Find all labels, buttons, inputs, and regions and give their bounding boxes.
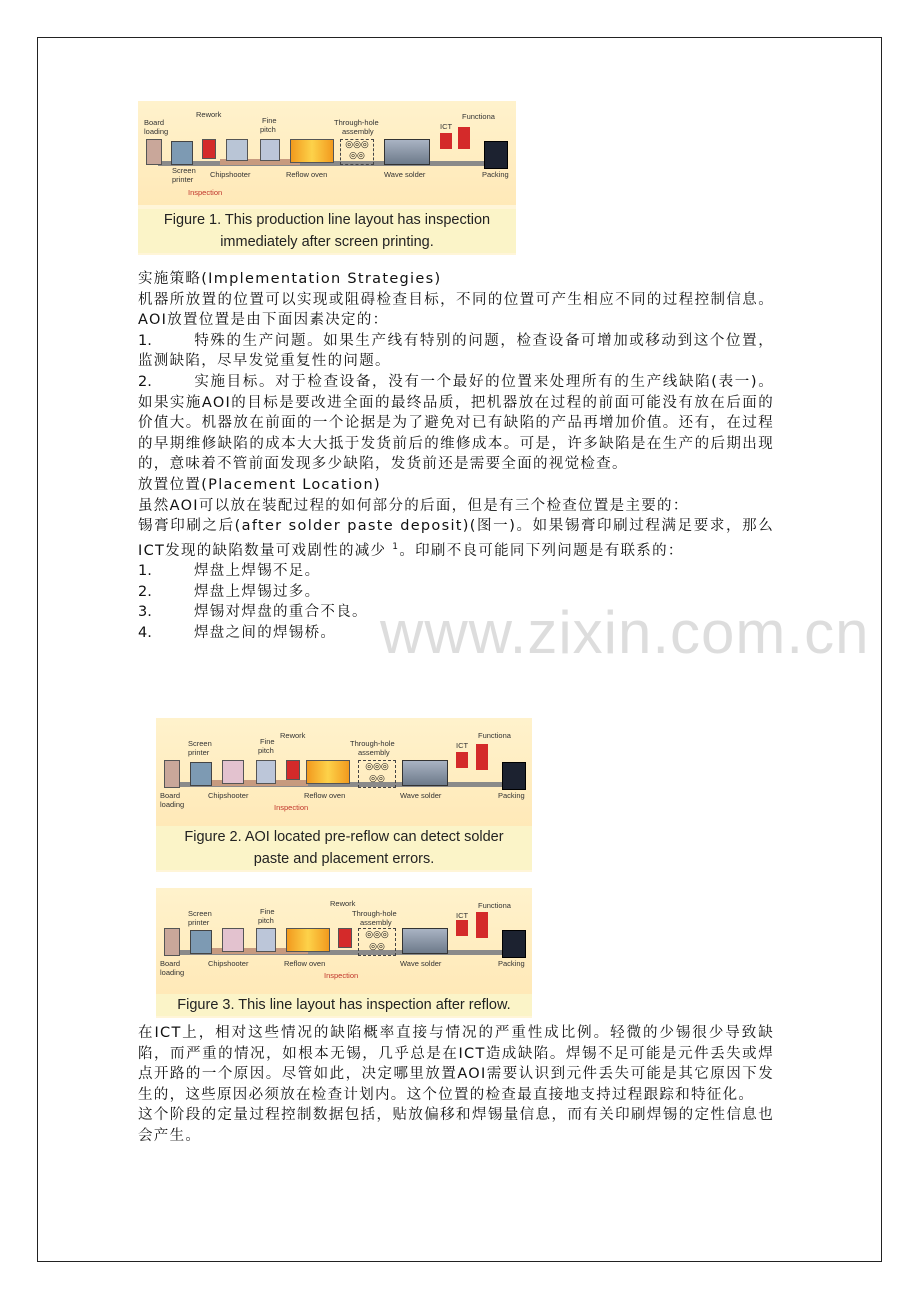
label-inspection: Inspection — [188, 188, 223, 197]
figure-2-caption-line1: Figure 2. AOI located pre-reflow can detect solder — [184, 829, 504, 845]
heading-implementation: 实施策略(Implementation Strategies) — [138, 271, 442, 287]
rework-icon — [338, 928, 352, 948]
label-rework: Rework — [196, 110, 222, 119]
label-loading: loading — [144, 127, 169, 136]
label-wave-solder: Wave solder — [400, 959, 442, 968]
fine-pitch-icon — [260, 139, 280, 161]
rework-icon — [202, 139, 216, 159]
figure-1 — [138, 101, 516, 255]
label-wave-solder: Wave solder — [400, 791, 442, 800]
fine-pitch-icon — [256, 928, 276, 952]
reflow-oven-icon — [290, 139, 334, 163]
rework-icon — [286, 760, 300, 780]
label-functional: Functiona — [478, 731, 511, 740]
label-packing: Packing — [498, 791, 525, 800]
figure-1-caption-line2: immediately after screen printing. — [220, 234, 434, 250]
packing-icon — [502, 762, 526, 790]
figure-2-caption-line2: paste and placement errors. — [253, 851, 435, 867]
reflow-oven-icon — [286, 928, 330, 952]
label-rework: Rework — [330, 899, 356, 908]
paragraph-process-control: 这个阶段的定量过程控制数据包括，贴放偏移和焊锡量信息，而有关印刷焊锡的定性信息也会产生。 — [138, 1107, 774, 1144]
label-loading: loading — [160, 968, 185, 977]
label-assembly: assembly — [342, 127, 374, 136]
figure-1-caption-line1: Figure 1. This production line layout has inspection — [163, 212, 491, 228]
list-item: 2. 实施目标。对于检查设备，没有一个最好的位置来处理所有的生产线缺陷(表一)。如果实施AOI的目标是要改进全面的最终品质，把机器放在过程的前面可能没有放在后面的价值大。机器放在前面的一个论据是为了避免对已有缺陷的产品再增加价值。还有，在过程的早期维修缺陷的成本大大抵于发货前后的维修成本。可是，许多缺陷是在生产的后期出现的，意味着不管前面发现多少缺陷，发货前还是需要全面的视觉检查。 — [138, 373, 774, 473]
chipshooter-icon — [222, 760, 244, 784]
label-fine: Fine — [260, 907, 275, 916]
label-functional: Functiona — [462, 112, 495, 121]
screen-printer-icon — [190, 930, 212, 954]
list-item: 1. 焊盘上焊锡不足。 — [138, 563, 321, 580]
paragraph-after-solder-paste: 锡膏印刷之后(after solder paste deposit)(图一)。如果锡膏印刷过程满足要求，那么ICT发现的缺陷数量可戏剧性的减少 $^1$。印刷不良可能同下列问题是有联系的： — [138, 518, 774, 559]
label-assembly: assembly — [358, 748, 390, 757]
ict-icon — [456, 752, 468, 768]
label-inspection: Inspection — [324, 971, 359, 980]
label-printer: printer — [188, 918, 210, 927]
label-printer: printer — [172, 175, 194, 184]
figure-1-caption — [138, 209, 516, 253]
wave-solder-icon — [402, 928, 448, 954]
functional-icon — [476, 744, 488, 770]
label-screen: Screen — [172, 166, 196, 175]
figure-3-caption: Figure 3. This line layout has inspection after reflow. — [156, 994, 532, 1016]
label-chipshooter: Chipshooter — [210, 170, 251, 179]
reflow-oven-icon — [306, 760, 350, 784]
label-chipshooter: Chipshooter — [208, 959, 249, 968]
label-chipshooter: Chipshooter — [208, 791, 249, 800]
intro-placement: 虽然AOI可以放在装配过程的如何部分的后面，但是有三个检查位置是主要的： — [138, 497, 689, 514]
label-pitch: pitch — [258, 746, 274, 755]
figure-2 — [156, 718, 532, 872]
label-fine: Fine — [262, 116, 277, 125]
label-reflow-oven: Reflow oven — [286, 170, 328, 179]
label-fine: Fine — [260, 737, 275, 746]
label-reflow-oven: Reflow oven — [284, 959, 326, 968]
list-item: 1. 特殊的生产问题。如果生产线有特别的问题，检查设备可增加或移动到这个位置，监测缺陷，尽早发觉重复性的问题。 — [138, 332, 774, 370]
label-pitch: pitch — [258, 916, 274, 925]
chipshooter-icon — [222, 928, 244, 952]
figure-1-diagram — [138, 101, 516, 205]
packing-icon — [502, 930, 526, 958]
paragraph-ict: 在ICT上，相对这些情况的缺陷概率直接与情况的严重性成比例。轻微的少锡很少导致缺陷，而严重的情况，如根本无锡，几乎总是在ICT造成缺陷。焊锡不足可能是元件丢失或焊点开路的一个原因。尽管如此，决定哪里放置AOI需要认识到元件丢失可能是其它原因下发生的，这些原因必须放在检查计划内。这个位置的检查最直接地支持过程跟踪和特征化。 — [138, 1025, 774, 1103]
label-board: Board — [160, 959, 181, 968]
figure-2-caption — [156, 826, 532, 870]
intro-implementation: 机器所放置的位置可以实现或阻碍检查目标，不同的位置可产生相应不同的过程控制信息。AOI放置位置是由下面因素决定的： — [138, 291, 774, 329]
chipshooter-icon — [226, 139, 248, 161]
label-ict: ICT — [440, 122, 453, 131]
figure-3 — [156, 888, 532, 1018]
label-functional: Functiona — [478, 901, 511, 910]
functional-icon — [458, 127, 470, 149]
label-packing: Packing — [482, 170, 509, 179]
heading-placement: 放置位置(Placement Location) — [138, 476, 381, 493]
section-implementation — [138, 269, 774, 644]
screen-printer-icon — [171, 141, 193, 165]
label-through-hole: Through-hole — [334, 118, 379, 127]
through-hole-icon: ◎◎◎ ◎◎ — [358, 928, 396, 956]
list-item: 2. 焊盘上焊锡过多。 — [138, 583, 321, 600]
label-assembly: assembly — [360, 918, 392, 927]
packing-icon — [484, 141, 508, 169]
label-pitch: pitch — [260, 125, 276, 134]
figure-3-diagram — [156, 888, 532, 994]
watermark: www.zixin.com.cn — [380, 599, 870, 666]
board-loader-icon — [146, 139, 162, 165]
label-board: Board — [160, 791, 181, 800]
list-item: 4. 焊盘之间的焊锡桥。 — [138, 624, 337, 641]
section-ict-discussion — [138, 1023, 774, 1147]
wave-solder-icon — [384, 139, 430, 165]
fine-pitch-icon — [256, 760, 276, 784]
label-printer: printer — [188, 748, 210, 757]
ict-icon — [456, 920, 468, 936]
ict-icon — [440, 133, 452, 149]
wave-solder-icon — [402, 760, 448, 786]
screen-printer-icon — [190, 762, 212, 786]
footnote-ref: 1 — [392, 541, 400, 552]
functional-icon — [476, 912, 488, 938]
label-through-hole: Through-hole — [352, 909, 397, 918]
label-screen: Screen — [188, 909, 212, 918]
label-through-hole: Through-hole — [350, 739, 395, 748]
label-wave-solder: Wave solder — [384, 170, 426, 179]
label-ict: ICT — [456, 741, 469, 750]
through-hole-icon: ◎◎◎ ◎◎ — [358, 760, 396, 788]
label-packing: Packing — [498, 959, 525, 968]
label-loading: loading — [160, 800, 185, 809]
through-hole-icon: ◎◎◎ ◎◎ — [340, 139, 374, 165]
label-reflow-oven: Reflow oven — [304, 791, 346, 800]
board-loader-icon — [164, 928, 180, 956]
label-rework: Rework — [280, 731, 306, 740]
label-screen: Screen — [188, 739, 212, 748]
label-ict: ICT — [456, 911, 469, 920]
figure-2-diagram — [156, 718, 532, 826]
board-loader-icon — [164, 760, 180, 788]
label-inspection: Inspection — [274, 803, 309, 812]
list-item: 3. 焊锡对焊盘的重合不良。 — [138, 604, 368, 621]
label-board: Board — [144, 118, 165, 127]
